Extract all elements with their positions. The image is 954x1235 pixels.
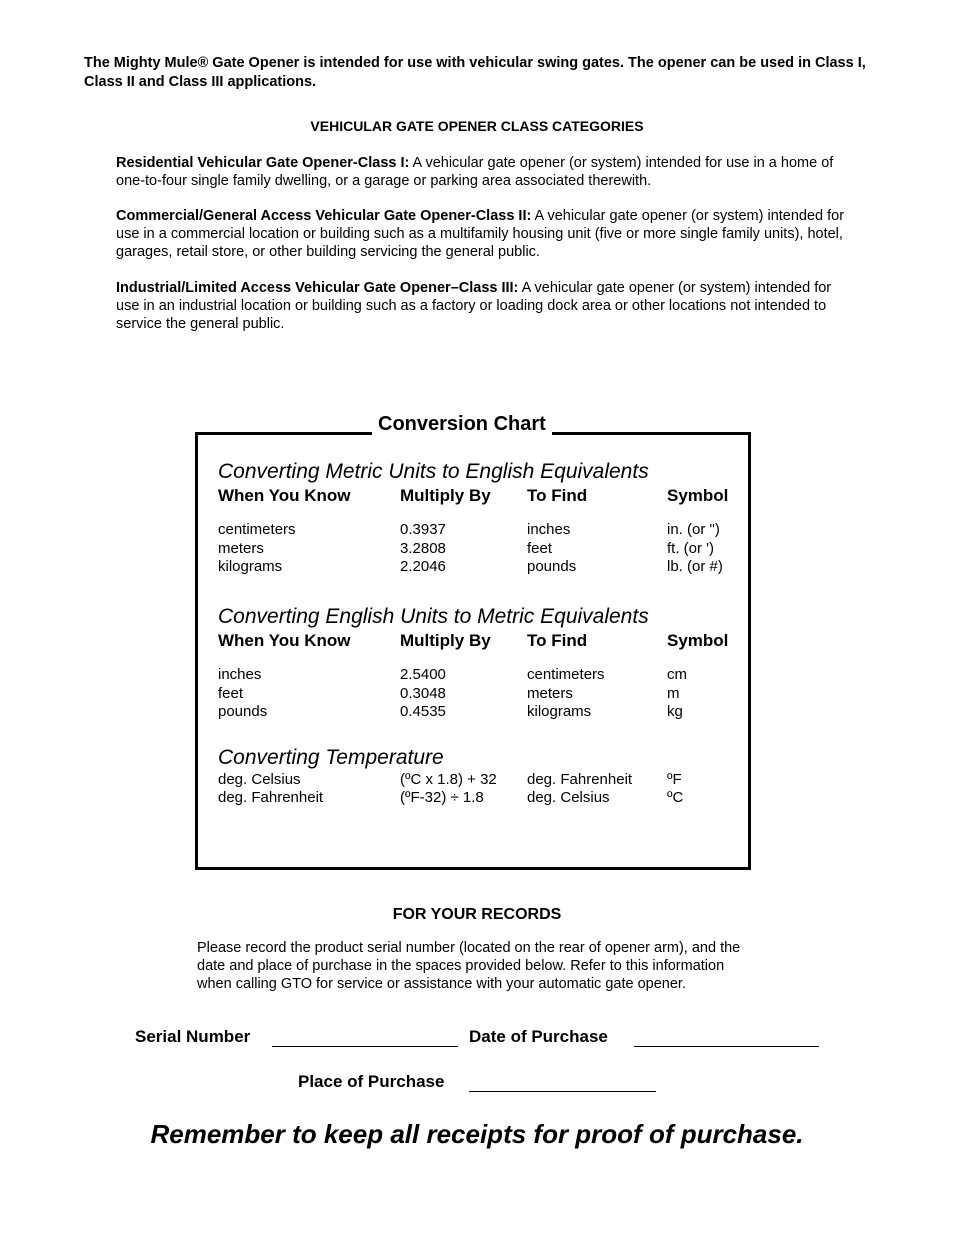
- table-cell: 0.4535: [400, 703, 446, 720]
- place-of-purchase-label: Place of Purchase: [298, 1072, 445, 1091]
- place-of-purchase-field[interactable]: [469, 1091, 656, 1092]
- date-of-purchase-label: Date of Purchase: [469, 1027, 608, 1046]
- table-cell: pounds: [527, 558, 577, 575]
- table-cell: (ºC x 1.8) + 32: [400, 771, 497, 788]
- table-cell: m: [667, 685, 680, 702]
- class-3-text: A vehicular gate opener (or system) intended for use in an industrial location or building such as a factory or loading dock area or other locations not intended to service the general public.: [116, 280, 832, 332]
- english-section-title: Converting English Units to Metric Equivalents: [218, 605, 649, 628]
- table-cell: pounds: [218, 703, 268, 720]
- temperature-section-title: Converting Temperature: [218, 746, 444, 769]
- metric-col-when-you-know: When You Know: [218, 486, 351, 505]
- table-cell: 0.3937: [400, 521, 446, 538]
- table-cell: 0.3048: [400, 685, 446, 702]
- table-cell: in. (or "): [667, 521, 720, 538]
- table-cell: ºF: [667, 771, 682, 788]
- english-col-symbol: Symbol: [667, 631, 729, 650]
- class-2-heading: Commercial/General Access Vehicular Gate Opener-Class II:: [116, 208, 532, 224]
- table-cell: kilograms: [527, 703, 592, 720]
- table-cell: feet: [527, 540, 553, 557]
- class-2-text: A vehicular gate opener (or system) intended for use in a commercial location or building such as a multifamily housing unit (five or more single family units), hotel, garages, retail store, or other building servicing the general public.: [116, 208, 845, 260]
- table-cell: 2.5400: [400, 666, 446, 683]
- table-cell: ft. (or '): [667, 540, 715, 557]
- serial-number-label: Serial Number: [135, 1027, 251, 1046]
- table-cell: 2.2046: [400, 558, 446, 575]
- table-cell: centimeters: [218, 521, 296, 538]
- table-cell: meters: [218, 540, 264, 557]
- table-cell: feet: [218, 685, 244, 702]
- english-col-multiply-by: Multiply By: [400, 631, 491, 650]
- table-cell: meters: [527, 685, 573, 702]
- table-cell: deg. Fahrenheit: [527, 771, 633, 788]
- metric-col-symbol: Symbol: [667, 486, 729, 505]
- categories-title: VEHICULAR GATE OPENER CLASS CATEGORIES: [310, 118, 644, 134]
- conversion-chart-title: Conversion Chart: [372, 413, 552, 436]
- records-title: FOR YOUR RECORDS: [392, 906, 562, 923]
- date-of-purchase-field[interactable]: [634, 1046, 819, 1047]
- table-cell: kg: [667, 703, 683, 720]
- class-3-paragraph: [116, 279, 846, 333]
- class-1-text: A vehicular gate opener (or system) intended for use in a home of one-to-four single family dwelling, or a garage or parking area associated therewith.: [116, 155, 834, 189]
- english-col-to-find: To Find: [527, 631, 588, 650]
- table-cell: 3.2808: [400, 540, 446, 557]
- table-cell: deg. Celsius: [527, 789, 610, 806]
- metric-section-title: Converting Metric Units to English Equivalents: [218, 460, 649, 483]
- table-cell: lb. (or #): [667, 558, 723, 575]
- table-cell: inches: [218, 666, 262, 683]
- table-cell: ºC: [667, 789, 684, 806]
- serial-number-field[interactable]: [272, 1046, 458, 1047]
- english-col-when-you-know: When You Know: [218, 631, 351, 650]
- table-cell: deg. Fahrenheit: [218, 789, 324, 806]
- table-cell: kilograms: [218, 558, 283, 575]
- metric-col-to-find: To Find: [527, 486, 588, 505]
- table-cell: (ºF-32) ÷ 1.8: [400, 789, 484, 806]
- class-2-paragraph: [116, 207, 846, 261]
- intro-text: The Mighty Mule® Gate Opener is intended for use with vehicular swing gates. The opener can be used in Class I, Class II and Class III applications.: [84, 55, 866, 90]
- class-3-heading: Industrial/Limited Access Vehicular Gate Opener–Class III:: [116, 280, 519, 296]
- records-text: Please record the product serial number (located on the rear of opener arm), and the date and place of purchase in the spaces provided below. Refer to this information when calling GTO for service or assistance with your automatic gate opener.: [197, 940, 741, 992]
- table-cell: inches: [527, 521, 571, 538]
- receipts-reminder: Remember to keep all receipts for proof of purchase.: [150, 1119, 804, 1149]
- class-1-paragraph: [116, 154, 846, 190]
- table-cell: deg. Celsius: [218, 771, 301, 788]
- class-1-heading: Residential Vehicular Gate Opener-Class I:: [116, 155, 410, 171]
- table-cell: centimeters: [527, 666, 605, 683]
- metric-col-multiply-by: Multiply By: [400, 486, 491, 505]
- table-cell: cm: [667, 666, 687, 683]
